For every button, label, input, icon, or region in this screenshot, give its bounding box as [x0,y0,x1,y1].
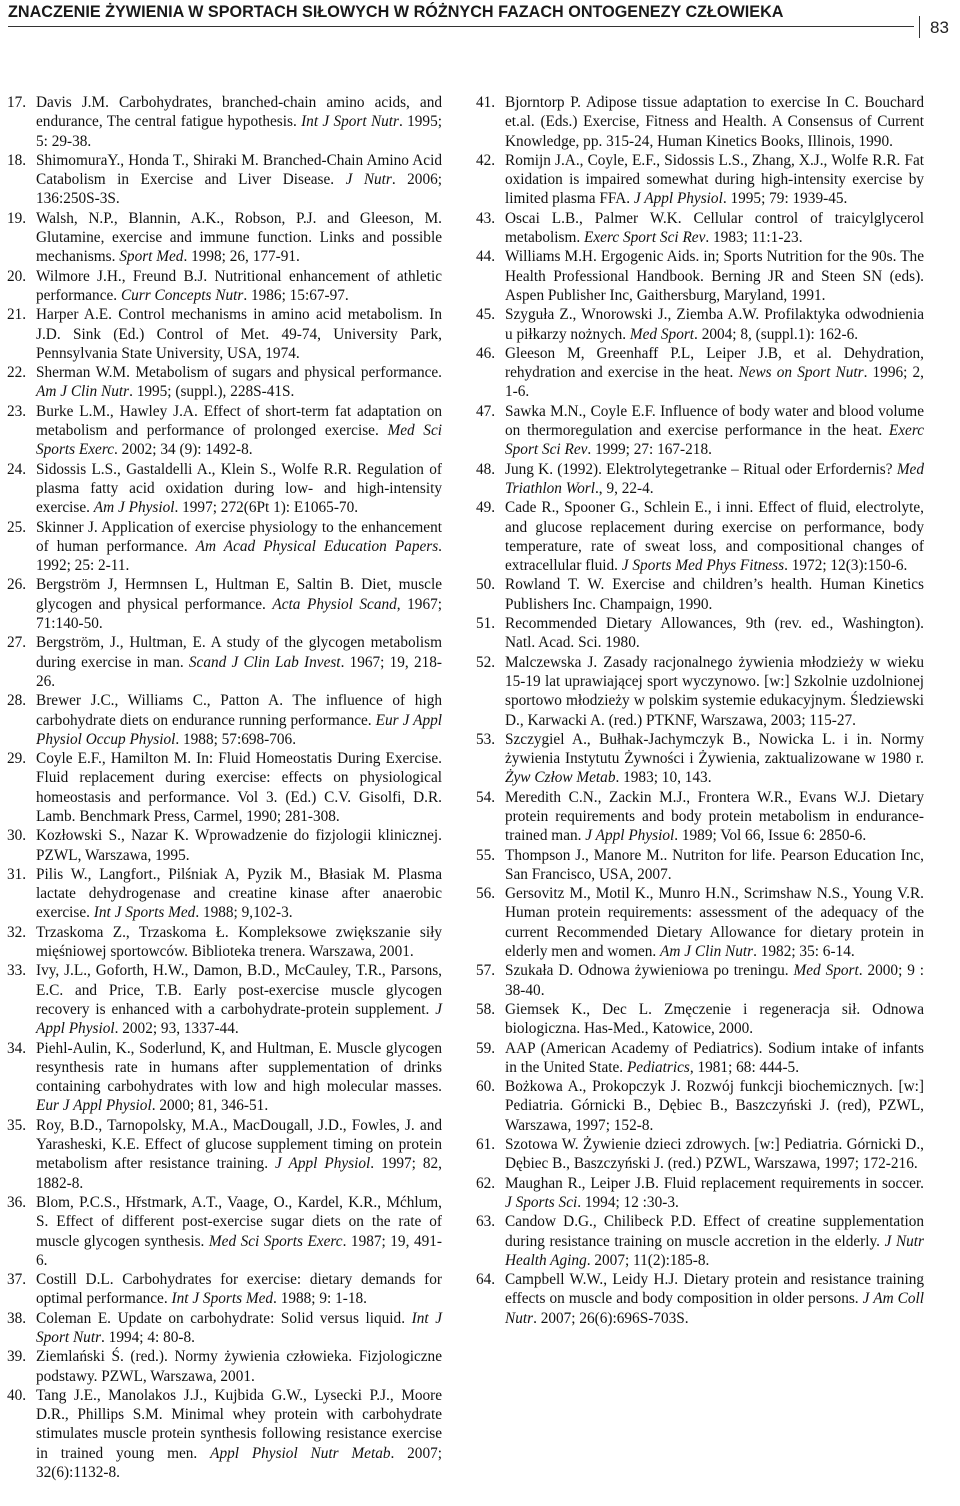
reference-item [476,402,924,460]
reference-number: 35. [7,1116,27,1134]
reference-journal: J Am Coll Nutr [505,1290,925,1327]
references-left-column [7,93,442,1482]
reference-citation: . 2007; 32(6):1132-8. [36,1444,442,1482]
reference-number: 23. [7,402,27,420]
reference-text: Bożkowa A., Prokopczyk J. Rozwój funkcji biochemicznych. [w:] Pediatria. Górnicki B., Dębiec B., Baszczyński J. (red), PZWL, Warszawa, 1997; 152-8. [505,1078,924,1134]
reference-citation: . 1999; 27: 167-218. [587,441,712,459]
reference-number: 24. [7,460,27,478]
reference-journal: Żyw Człow Metab [505,769,616,787]
reference-text: AAP (American Academy of Pediatrics). Sodium intake of infants in the United State. [505,1039,924,1076]
reference-text: Thompson J., Manore M.. Nutriton for life. Pearson Education Inc, San Francisco, USA, 2007. [505,846,924,883]
reference-item [7,749,442,826]
reference-text: Sherman W.M. Metabolism of sugars and physical performance. [36,364,442,382]
reference-text: Gersovitz M., Motil K., Munro H.N., Scrimshaw N.S., Young V.R. Human protein requirements: assessment of the adequacy of the current Recommended Dietary Allowance for dietary protein in elderly men and women. [505,885,924,961]
reference-text: Tang J.E., Manolakos J.J., Kujbida G.W., Lysecki P.J., Moore D.R., Phillips S.M. Minimal whey protein with carbohydrate stimulates muscle protein synthesis following resistance exercise in trained young men. [36,1386,442,1462]
reference-number: 64. [476,1271,496,1289]
reference-citation: . 1998; 26, 177-91. [183,248,300,266]
reference-text: Romijn J.A., Coyle, E.F., Sidossis L.S., Zhang, X.J., Wolfe R.R. Fat oxidation is impaired somewhat during high-intensity exercise by limited plasma FFA. [505,151,924,208]
reference-text: Costill D.L. Carbohydrates for exercise: dietary demands for optimal performance. [36,1271,442,1308]
reference-item [7,575,442,633]
reference-journal: J Appl Physiol [585,827,675,845]
reference-item [7,1116,442,1193]
reference-citation: . 1972; 12(3):150-6. [784,557,908,575]
reference-citation: . 1989; Vol 66, Issue 6: 2850-6. [674,827,867,845]
reference-text: Bergström, J., Hultman, E. A study of the glycogen metabolism during exercise in man. [36,634,442,671]
references-right-column [476,93,924,1328]
reference-journal: Sport Med [119,248,184,266]
reference-citation: . 1995; 5: 29-38. [36,113,442,150]
reference-item [7,633,442,691]
reference-citation: . 1997; 272(6Pt 1): E1065-70. [174,499,359,517]
reference-journal: Int J Sport Nutr [301,113,399,131]
reference-journal: Acta Physiol Scand [272,595,397,613]
reference-citation: , 1981; 68: 444-5. [689,1058,800,1076]
reference-item [7,1270,442,1309]
reference-item [476,1077,924,1135]
reference-number: 38. [7,1309,27,1327]
reference-citation: . 1986; 15:67-97. [243,286,349,304]
reference-text: Jung K. (1992). Elektrolytegetranke – Ritual oder Erfordernis? [505,460,897,478]
reference-journal: Eur J Appl Physiol [36,1097,152,1115]
reference-item [7,93,442,151]
reference-number: 45. [476,306,496,324]
reference-text: Wilmore J.H., Freund B.J. Nutritional enhancement of athletic performance. [36,267,442,304]
reference-journal: Scand J Clin Lab Invest [188,653,341,671]
reference-item [476,846,924,885]
reference-journal: Pediatrics [626,1058,690,1076]
reference-number: 57. [476,962,496,980]
reference-number: 33. [7,962,27,980]
reference-text: Williams M.H. Ergogenic Aids. in; Sports Nutrition for the 90s. The Health Professional Handbook. Berning JR and Steen SN (eds). Aspen Publisher Inc, Gaithersburg, Maryland, 1991. [505,248,924,304]
reference-number: 51. [476,615,496,633]
reference-item [7,1347,442,1386]
reference-item [476,460,924,499]
reference-number: 62. [476,1174,496,1192]
reference-journal: J Appl Physiol [36,1000,442,1038]
reference-item [7,1386,442,1482]
reference-number: 29. [7,750,27,768]
reference-number: 26. [7,576,27,594]
header-vertical-rule [919,16,920,38]
reference-item [476,209,924,248]
reference-text: Gleeson M, Greenhaff P.L, Leiper J.B, et al. Dehydration, rehydration and exercise in the heat. [505,344,924,382]
reference-text: Coyle E.F., Hamilton M. In: Fluid Homeostatis During Exercise. Fluid replacement during exercise: effects on physiological homeostasis and performance. Vol 3. (Ed.) C.V. Gisolfi, D.R. Lamb. Benchmark Press, Carmel, 1990; 281-308. [36,750,442,825]
reference-text: Skinner J. Application of exercise physiology to the enhancement of human performance. [36,518,442,555]
reference-text: Sidossis L.S., Gastaldelli A., Klein S., Wolfe R.R. Regulation of plasma fatty acid oxidation during low- and high-intensity exercise. [36,460,442,517]
reference-citation: . 1967; 19, 218-26. [36,653,442,690]
reference-number: 36. [7,1193,27,1211]
reference-text: Ivy, J.L., Goforth, H.W., Damon, B.D., McCauley, T.R., Parsons, E.C. and Price, T.B. Early post-exercise muscle glycogen recovery is enhanced with a carbohydrate-protein supplement. [36,962,442,1018]
reference-journal: Med Sci Sports Exerc [208,1232,343,1250]
reference-citation: . 2007; 26(6):696S-703S. [533,1309,689,1327]
reference-text: Malczewska J. Zasady racjonalnego żywienia młodzieży w wieku 15-19 lat uprawiającej sport wyczynowo. [w:] Szkolnie uzdolnionej sportowo młodzieży w polskim systemie edukacyjnym. Śledziewski D., Karwacki A. (red.) PTKNF, Warszawa, 2003; 115-27. [505,653,924,729]
reference-text: Bergström J, Hermnsen L, Hultman E, Saltin B. Diet, muscle glycogen and physical performance. [36,576,442,613]
reference-number: 25. [7,518,27,536]
reference-number: 46. [476,344,496,362]
reference-item [7,209,442,267]
reference-number: 54. [476,788,496,806]
reference-text: Szukała D. Odnowa żywieniowa po treningu. [505,962,794,980]
reference-item [476,1039,924,1078]
reference-journal: Curr Concepts Nutr [120,286,244,304]
reference-item [476,1212,924,1270]
reference-item [476,247,924,305]
reference-citation: . 1994; 12 :30-3. [577,1193,679,1211]
reference-number: 53. [476,730,496,748]
reference-item [476,961,924,1000]
running-header [0,0,960,48]
reference-item [7,1039,442,1116]
reference-number: 43. [476,209,496,227]
reference-number: 44. [476,248,496,266]
reference-number: 39. [7,1348,27,1366]
reference-number: 47. [476,402,496,420]
reference-number: 63. [476,1213,496,1231]
reference-item [476,1174,924,1213]
reference-journal: Exerc Sport Sci Rev [584,229,706,247]
reference-item [7,305,442,363]
reference-number: 61. [476,1136,496,1154]
reference-text: Harper A.E. Control mechanisms in amino acid metabolism. In J.D. Sink (Ed.) Control of Met. 49-74, University Park, Pennsylvania State University, USA, 1974. [36,306,442,362]
reference-item [476,344,924,402]
reference-journal: Med Sport [793,962,859,980]
reference-citation: . 1987; 19, 491-6. [36,1232,442,1269]
reference-text: Rowland T. W. Exercise and children’s health. Human Kinetics Publishers Inc. Champaign, 1990. [505,576,924,613]
reference-citation: . 1988; 57:698-706. [175,730,297,748]
reference-citation: . 2002; 93, 1337-44. [114,1020,239,1038]
reference-citation: , 1967; 71:140-50. [36,595,443,633]
reference-text: Piehl-Aulin, K., Soderlund, K, and Hultman, E. Muscle glycogen resynthesis rate in humans after supplementation of drinks containing carbohydrates with low and high molecular masses. [36,1039,442,1096]
reference-text: Walsh, N.P., Blannin, A.K., Robson, P.J. and Gleeson, M. Glutamine, exercise and immune function. Links and possible mechanisms. [36,209,442,266]
reference-number: 31. [7,865,27,883]
reference-number: 20. [7,267,27,285]
reference-citation: . 2000; 9 : 38-40. [505,962,925,999]
reference-text: Coleman E. Update on carbohydrate: Solid versus liquid. [36,1309,412,1327]
reference-journal: J Nutr [345,171,392,189]
reference-journal: J Appl Physiol [275,1155,371,1173]
reference-item [476,1000,924,1039]
reference-item [7,402,442,460]
reference-item [476,498,924,575]
reference-text: Roy, B.D., Tarnopolsky, M.A., MacDougall, J.D., Fowles, J. and Yarasheski, K.E. Effect of glucose supplement timing on protein metabolism after resistance training. [36,1116,442,1173]
reference-number: 41. [476,94,496,111]
reference-text: Trzaskoma Z., Trzaskoma Ł. Kompleksowe zwiększanie siły mięśniowej sportowców. Biblioteka trenera. Warszawa, 2001. [36,923,442,961]
reference-number: 52. [476,653,496,671]
reference-item [476,653,924,730]
reference-citation: . 2002; 34 (9): 1492-8. [114,441,253,459]
reference-citation: . 1996; 2, 1-6. [505,364,924,401]
reference-number: 27. [7,634,27,652]
running-title: ZNACZENIE ŻYWIENIA W SPORTACH SIŁOWYCH W RÓŻNYCH FAZACH ONTOGENEZY CZŁOWIEKA [8,3,784,21]
reference-citation: . 1997; 82, 1882-8. [36,1155,443,1192]
reference-item [476,614,924,653]
reference-number: 30. [7,827,27,845]
reference-number: 19. [7,209,27,227]
reference-citation: . 1988; 9,102-3. [195,904,293,922]
reference-item [476,1135,924,1174]
reference-journal: Eur J Appl Physiol Occup Physiol [36,711,442,748]
reference-text: Pilis W., Langfort., Pilśniak A, Pyzik M., Błasiak M. Plasma lactate dehydrogenase and creatine kinase after anaerobic exercise. [36,865,442,922]
reference-text: ShimomuraY., Honda T., Shiraki M. Branched-Chain Amino Acid Catabolism in Exercise and Liver Disease. [36,151,442,189]
reference-item [7,923,442,962]
reference-item [476,575,924,614]
reference-item [7,151,442,209]
reference-item [476,151,924,209]
reference-text: Giemsek K., Dec L. Zmęczenie i regeneracja sił. Odnowa biologiczna. Has-Med., Katowice, 2000. [505,1000,924,1038]
reference-number: 37. [7,1271,27,1289]
reference-journal: Am J Clin Nutr [36,383,130,401]
header-rule [8,26,914,27]
reference-number: 58. [476,1000,496,1018]
reference-item [7,961,442,1038]
reference-journal: J Appl Physiol [633,190,723,208]
reference-text: Ziemlański Ś. (red.). Normy żywienia człowieka. Fizjologiczne podstawy. PZWL, Warszawa, 2001. [36,1348,442,1385]
reference-item [476,730,924,788]
reference-text: Szczygiel A., Bułhak-Jachymczyk B., Nowicka L. i in. Normy żywienia Instytutu Żywności i Żywienia, zaktualizowane w 1980 r. [505,730,924,768]
reference-citation: . 1983; 10, 143. [615,769,712,787]
reference-text: Brewer J.C., Williams C., Patton A. The influence of high carbohydrate diets on endurance running performance. [36,692,442,729]
reference-number: 22. [7,364,27,382]
reference-text: Campbell W.W., Leidy H.J. Dietary protein and resistance training effects on muscle and body composition in older persons. [505,1271,924,1308]
reference-citation: . 1982; 35: 6-14. [753,943,855,961]
reference-number: 18. [7,151,27,169]
reference-item [7,1309,442,1348]
reference-item [7,460,442,518]
reference-text: Oscai L.B., Palmer W.K. Cellular control of traicylglycerol metabolism. [505,209,924,247]
reference-journal: News on Sport Nutr [738,364,864,382]
reference-text: Burke L.M., Hawley J.A. Effect of short-term fat adaptation on metabolism and performance of prolonged exercise. [36,402,442,440]
reference-number: 17. [7,94,27,111]
reference-text: Recommended Dietary Allowances, 9th (rev. ed., Washington). Natl. Acad. Sci. 1980. [505,615,924,652]
reference-journal: Appl Physiol Nutr Metab [210,1444,391,1462]
reference-number: 48. [476,460,496,478]
reference-item [476,1270,924,1328]
reference-journal: Am J Clin Nutr [660,943,754,961]
reference-number: 56. [476,885,496,903]
reference-text: Candow D.G., Chilibeck P.D. Effect of creatine supplementation during resistance training on muscle accretion in the elderly. [505,1213,924,1250]
reference-citation: . 1988; 9: 1-18. [273,1290,367,1308]
reference-citation: . 1995; 79: 1939-45. [722,190,848,208]
reference-number: 32. [7,923,27,941]
reference-citation: . 1983; 11:1-23. [705,229,803,247]
reference-journal: Med Triathlon Worl [505,460,924,497]
reference-citation: . 2006; 136:250S-3S. [36,171,442,208]
reference-text: Bjorntorp P. Adipose tissue adaptation to exercise In C. Bouchard et.al. (Eds.) Exercise, Fitness and Health. A Consensus of Current Knowledge, pp. 315-24, Human Kinetics Books, Illinois, 1990. [505,94,924,150]
reference-text: Blom, P.C.S., Hřstmark, A.T., Vaage, O., Kardel, K.R., Mćhlum, S. Effect of different post-exercise sugar diets on the rate of muscle glycogen synthesis. [36,1193,442,1250]
reference-journal: Int J Sports Med [171,1290,274,1308]
reference-text: Sawka M.N., Coyle E.F. Influence of body water and blood volume on thermoregulation and exercise performance in the heat. [505,402,924,440]
page-number: 83 [930,18,949,37]
reference-citation: . 1994; 4: 80-8. [101,1329,195,1346]
reference-citation: . 2004; 8, (suppl.1): 162-6. [694,325,859,343]
reference-journal: J Sports Med Phys Fitness [621,557,785,575]
reference-item [7,691,442,749]
reference-number: 55. [476,846,496,864]
reference-item [7,518,442,576]
reference-journal: Int J Sport Nutr [36,1309,442,1346]
reference-citation: . 1992; 25: 2-11. [36,537,442,575]
reference-number: 49. [476,499,496,517]
reference-text: Maughan R., Leiper J.B. Fluid replacement requirements in soccer. [505,1174,924,1192]
reference-text: Kozłowski S., Nazar K. Wprowadzenie do fizjologii klinicznej. PZWL, Warszawa, 1995. [36,827,442,864]
reference-item [7,363,442,402]
reference-journal: Exerc Sport Sci Rev [505,422,924,459]
reference-number: 42. [476,151,496,169]
reference-number: 34. [7,1039,27,1057]
reference-citation: . 2000; 81, 346-51. [151,1097,269,1115]
reference-item [476,788,924,846]
reference-item [476,305,924,344]
reference-number: 60. [476,1078,496,1096]
reference-number: 40. [7,1386,27,1404]
reference-journal: Am J Physiol [93,499,175,517]
reference-text: Szotowa W. Żywienie dzieci zdrowych. [w:] Pediatria. Górnicki D., Dębiec B., Baszczyński J. (red.) PZWL, Warszawa, 1997; 172-216. [505,1136,924,1173]
reference-item [476,884,924,961]
reference-citation: . 1995; (suppl.), 228S-41S. [129,383,295,401]
reference-item [7,267,442,306]
reference-journal: Am Acad Physical Education Papers [195,537,439,555]
reference-citation: . 2007; 11(2):185-8. [586,1251,710,1269]
reference-item [7,865,442,923]
reference-text: Meredith C.N., Zackin M.J., Frontera W.R., Evans W.J. Dietary protein requirements and body protein metabolism in endurance-trained man. [505,788,924,845]
reference-text: Szyguła Z., Wnorowski J., Ziemba A.W. Profilaktyka odwodnienia u piłkarzy nożnych. [505,306,924,343]
reference-text: Cade R., Spooner G., Schlein E., i inni. Effect of fluid, electrolyte, and glucose replacement during exercise on performance, body temperature, rate of sweat loss, and compositional changes of extracellular fluid. [505,499,924,575]
reference-item [7,1193,442,1270]
reference-number: 28. [7,692,27,710]
reference-citation: ., 9, 22-4. [594,479,654,497]
reference-number: 50. [476,576,496,594]
reference-text: Davis J.M. Carbohydrates, branched-chain amino acids, and endurance, The central fatigue hypothesis. [36,94,442,131]
reference-journal: Med Sport [629,325,695,343]
reference-journal: Med Sci Sports Exerc [36,422,442,459]
reference-journal: J Sports Sci [505,1193,578,1211]
reference-number: 59. [476,1039,496,1057]
reference-item [476,93,924,151]
reference-journal: Int J Sports Med [93,904,196,922]
reference-journal: J Nutr Health Aging [505,1232,924,1269]
reference-number: 21. [7,306,27,324]
reference-item [7,826,442,865]
